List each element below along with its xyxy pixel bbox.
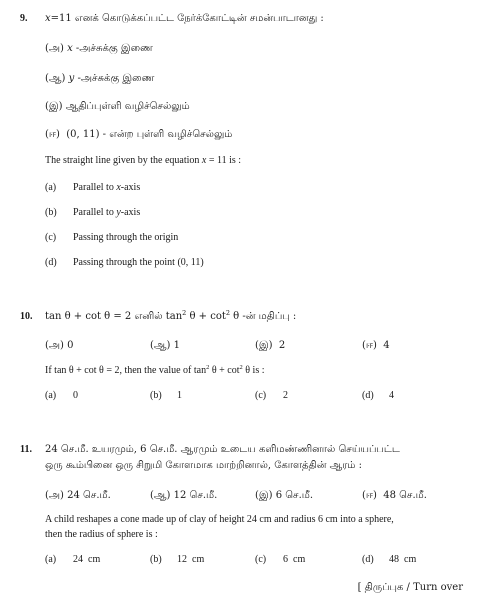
q10-english-stem [45, 366, 265, 376]
option-label: (அ) [45, 490, 64, 501]
q9-english-option-c-label: (c) [45, 232, 57, 243]
q10-english-option-b-label: (b) [150, 390, 162, 401]
stem-text: = 11 is : [206, 155, 242, 166]
option-label: (ஆ) [45, 73, 66, 84]
option-label: (ஈ) [362, 490, 377, 501]
stem-text: θ + cot [186, 311, 226, 322]
option-text: ஆதிப்புள்ளி வழிச்செல்லும் [65, 101, 190, 112]
q10-english-option-a-label: (a) [45, 390, 57, 401]
option-value: 2 [278, 340, 286, 351]
q9-tamil-option-d [45, 130, 232, 140]
q11-tamil-option-a [45, 491, 111, 501]
stem-text: If tan θ + cot θ = 2, then the value of tan [45, 365, 207, 376]
q10-english-option-a: 0 [73, 390, 78, 401]
q10-english-option-d-label: (d) [362, 390, 374, 401]
q11-number: 11. [20, 444, 32, 455]
q9-english-option-a [73, 183, 140, 193]
q10-english-option-b: 1 [177, 390, 182, 401]
option-var: x [67, 43, 73, 54]
option-label: (இ) [255, 340, 273, 351]
option-label: (ஆ) [150, 490, 171, 501]
q11-english-option-d-label: (d) [362, 554, 374, 565]
q9-english-option-b [73, 208, 140, 218]
stem-sup: 2 [239, 364, 243, 371]
option-value: 6 செ.மீ. [275, 490, 314, 501]
q9-tamil-option-a [45, 44, 153, 54]
option-label: (ஆ) [150, 340, 171, 351]
q9-english-option-d-label: (d) [45, 257, 57, 268]
q9-tamil-option-c [45, 102, 190, 112]
stem-text: θ is : [242, 365, 265, 376]
option-label: (இ) [255, 490, 273, 501]
q9-english-option-d: Passing through the point (0, 11) [73, 257, 204, 268]
q9-english-option-b-label: (b) [45, 207, 57, 218]
option-value: 4 [383, 340, 390, 351]
option-text: -அச்சுக்கு இணை [72, 43, 153, 54]
q11-english-stem-line2: then the radius of sphere is : [45, 529, 158, 540]
option-label: (ஈ) [362, 340, 377, 351]
opt-text: Parallel to [73, 207, 117, 218]
opt-text: Parallel to [73, 182, 117, 193]
q11-english-stem-line1: A child reshapes a cone made up of clay of height 24 cm and radius 6 cm into a sphere, [45, 514, 394, 525]
q11-english-option-a-label: (a) [45, 554, 57, 565]
q9-english-stem [45, 156, 241, 166]
q10-tamil-stem [45, 309, 297, 322]
q11-tamil-option-b [150, 491, 217, 501]
q10-tamil-option-b [150, 341, 180, 351]
option-value: 0 [67, 340, 74, 351]
stem-sup: 2 [206, 364, 210, 371]
q11-english-option-b-label: (b) [150, 554, 162, 565]
q9-english-option-a-label: (a) [45, 182, 57, 193]
q10-tamil-option-d [362, 341, 390, 351]
option-value: 48 செ.மீ. [383, 490, 427, 501]
stem-var: x [201, 155, 207, 166]
stem-text: θ + cot [209, 365, 240, 376]
option-label: (இ) [45, 101, 63, 112]
option-var: y [68, 73, 75, 84]
turn-over-footer: [ திருப்புக / Turn over [357, 582, 463, 593]
q11-english-option-c: 6 cm [283, 554, 306, 565]
stem-sup: 2 [182, 309, 187, 317]
q11-english-option-d: 48 cm [389, 554, 417, 565]
option-label: (ஈ) [45, 129, 60, 140]
q11-tamil-stem-line2: ஒரு கூம்பினை ஒரு சிறுமி கோளமாக மாற்றினால், கோளத்தின் ஆரம் : [45, 460, 362, 471]
option-text: (0, 11) - என்ற புள்ளி வழிச்செல்லும் [66, 129, 233, 140]
stem-text: tan θ + cot θ = 2 எனில் tan [45, 311, 183, 322]
option-label: (அ) [45, 340, 64, 351]
option-value: 12 செ.மீ. [173, 490, 218, 501]
stem-text: θ -ன் மதிப்பு : [230, 311, 297, 322]
q9-tamil-option-b [45, 74, 154, 84]
q10-english-option-d: 4 [389, 390, 394, 401]
q11-english-option-c-label: (c) [255, 554, 267, 565]
q11-tamil-option-d [362, 491, 427, 501]
stem-text: The straight line given by the equation [45, 155, 202, 166]
q9-tamil-stem-text: =11 எனக் கொடுக்கப்பட்ட நேர்க்கோட்டின் சமன்பாடானது : [50, 13, 324, 24]
q10-number: 10. [20, 311, 33, 322]
q10-english-option-c-label: (c) [255, 390, 267, 401]
q11-tamil-option-c [255, 491, 313, 501]
q11-english-option-b: 12 cm [177, 554, 205, 565]
q11-tamil-stem-line1: 24 செ.மீ. உயரமும், 6 செ.மீ. ஆரமும் உடைய களிமண்ணினால் செய்யப்பட்ட [45, 444, 400, 455]
q10-tamil-option-a [45, 341, 73, 351]
opt-text: -axis [120, 207, 141, 218]
option-value: 24 செ.மீ. [67, 490, 111, 501]
opt-text: -axis [120, 182, 141, 193]
q9-english-option-c: Passing through the origin [73, 232, 179, 243]
q9-tamil-stem [45, 14, 324, 24]
stem-sup: 2 [225, 309, 230, 317]
option-label: (அ) [45, 43, 64, 54]
q11-english-option-a: 24 cm [73, 554, 101, 565]
opt-var: y [116, 207, 121, 218]
option-value: 1 [173, 340, 181, 351]
option-text: -அச்சுக்கு இணை [74, 73, 155, 84]
q10-tamil-option-c [255, 341, 285, 351]
opt-var: x [116, 182, 121, 193]
q9-tamil-stem-var: x [45, 13, 51, 24]
q9-number: 9. [20, 13, 28, 24]
q10-english-option-c: 2 [283, 390, 288, 401]
